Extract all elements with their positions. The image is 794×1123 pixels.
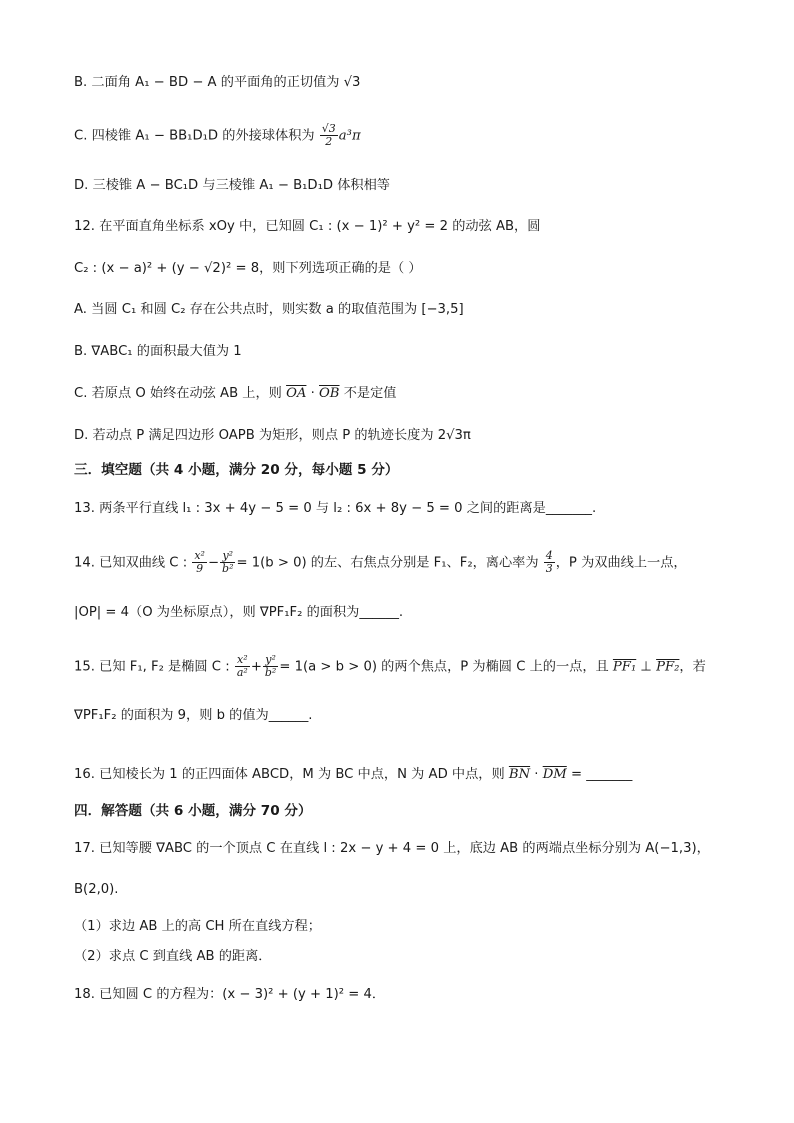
question-17-line1: 17. 已知等腰 ∇ABC 的一个顶点 C 在直线 l : 2x − y + 4 = 0 上，底边 AB 的两端点坐标分别为 A(−1,3)， [74,841,710,856]
question-14-mid: = 1(b > 0) 的左、右焦点分别是 F₁、F₂，离心率为 [236,555,539,571]
section-4-heading: 四．解答题（共 6 小题，满分 70 分） [74,803,312,819]
question-12-line1: 12. 在平面直角坐标系 xOy 中，已知圆 C₁ : (x − 1)² + y² = 2 的动弦 AB，圆 [74,219,541,234]
question-14-line2: |OP| = 4（O 为坐标原点），则 ∇PF₁F₂ 的面积为______. [74,605,404,620]
dot-operator: · [530,767,543,782]
vector-dm: $\overline{DM}$ [542,767,567,782]
option-11c-tail: a³π [338,128,361,144]
option-12c [74,385,754,403]
question-14-tail: ，P 为双曲线上一点， [555,555,687,571]
vector-oa: $\overline{OA}$ [286,386,307,401]
option-12a: A. 当圆 C₁ 和圆 C₂ 存在公共点时，则实数 a 的取值范围为 [−3,5] [74,302,464,317]
option-11b: B. 二面角 A₁ − BD − A 的平面角的正切值为 √3 [74,75,361,90]
question-15-line2: ∇PF₁F₂ 的面积为 9，则 b 的值为______. [74,708,313,723]
question-12-line2: C₂ : (x − a)² + (y − √2)² = 8，则下列选项正确的是（ ） [74,261,422,276]
option-12d: D. 若动点 P 满足四边形 OAPB 为矩形，则点 P 的轨迹长度为 2√3π [74,428,471,443]
option-12c-text: C. 若原点 O 始终在动弦 AB 上，则 [74,386,282,401]
vector-bn: $\overline{BN}$ [508,767,531,782]
fraction-x2-over-a2: $\frac{\text{x²}}{\text{a²}}$ [236,653,248,679]
section-3-heading: 三．填空题（共 4 小题，满分 20 分，每小题 5 分） [74,462,399,478]
fraction-sqrt3-over-2: $\frac{√3}{2}$ [321,122,336,148]
plus-sign: + [250,659,262,675]
minus-sign: − [207,555,220,571]
question-18: 18. 已知圆 C 的方程为：(x − 3)² + (y + 1)² = 4． [74,987,386,1002]
question-16 [74,766,754,784]
question-14-text: 14. 已知双曲线 C : [74,555,188,571]
question-13: 13. 两条平行直线 l₁ : 3x + 4y − 5 = 0 与 l₂ : 6x + 8y − 5 = 0 之间的距离是_______. [74,501,597,516]
vector-ob: $\overline{OB}$ [319,386,340,401]
question-16-text: 16. 已知棱长为 1 的正四面体 ABCD，M 为 BC 中点，N 为 AD 中点，则 [74,767,505,782]
perp-operator: ⊥ [636,659,657,675]
option-11d: D. 三棱锥 A − BC₁D 与三棱锥 A₁ − B₁D₁D 体积相等 [74,178,390,193]
question-17-line2: B(2,0). [74,882,119,897]
question-15-mid: = 1(a > b > 0) 的两个焦点，P 为椭圆 C 上的一点，且 [279,659,609,675]
fraction-y2-over-b2: $\frac{\text{y²}}{\text{b²}}$ [264,653,277,679]
question-15-text: 15. 已知 F₁, F₂ 是椭圆 C : [74,659,230,675]
dot-operator: · [306,386,319,401]
question-17-sub1: （1）求边 AB 上的高 CH 所在直线方程； [74,919,321,934]
fraction-x2-over-9: $\frac{\text{x²}}{9}$ [194,549,205,575]
vector-pf2: PF₂ [656,659,680,675]
option-12b: B. ∇ABC₁ 的面积最大值为 1 [74,344,242,359]
question-17-sub2: （2）求点 C 到直线 AB 的距离． [74,949,272,964]
question-16-tail: = _______ [566,767,633,782]
option-11c [74,123,754,148]
question-15-tail: ，若 [679,659,706,675]
option-11c-text: C. 四棱锥 A₁ − BB₁D₁D 的外接球体积为 [74,128,315,144]
fraction-y2-over-b2: $\frac{\text{y²}}{\text{b²}}$ [222,549,234,575]
vector-pf1: PF₁ [612,659,637,675]
fraction-4-over-3: $\frac{4}{3}$ [545,549,553,575]
question-15-line1 [74,654,754,679]
option-12c-tail: 不是定值 [339,386,397,401]
question-14-line1 [74,550,754,575]
